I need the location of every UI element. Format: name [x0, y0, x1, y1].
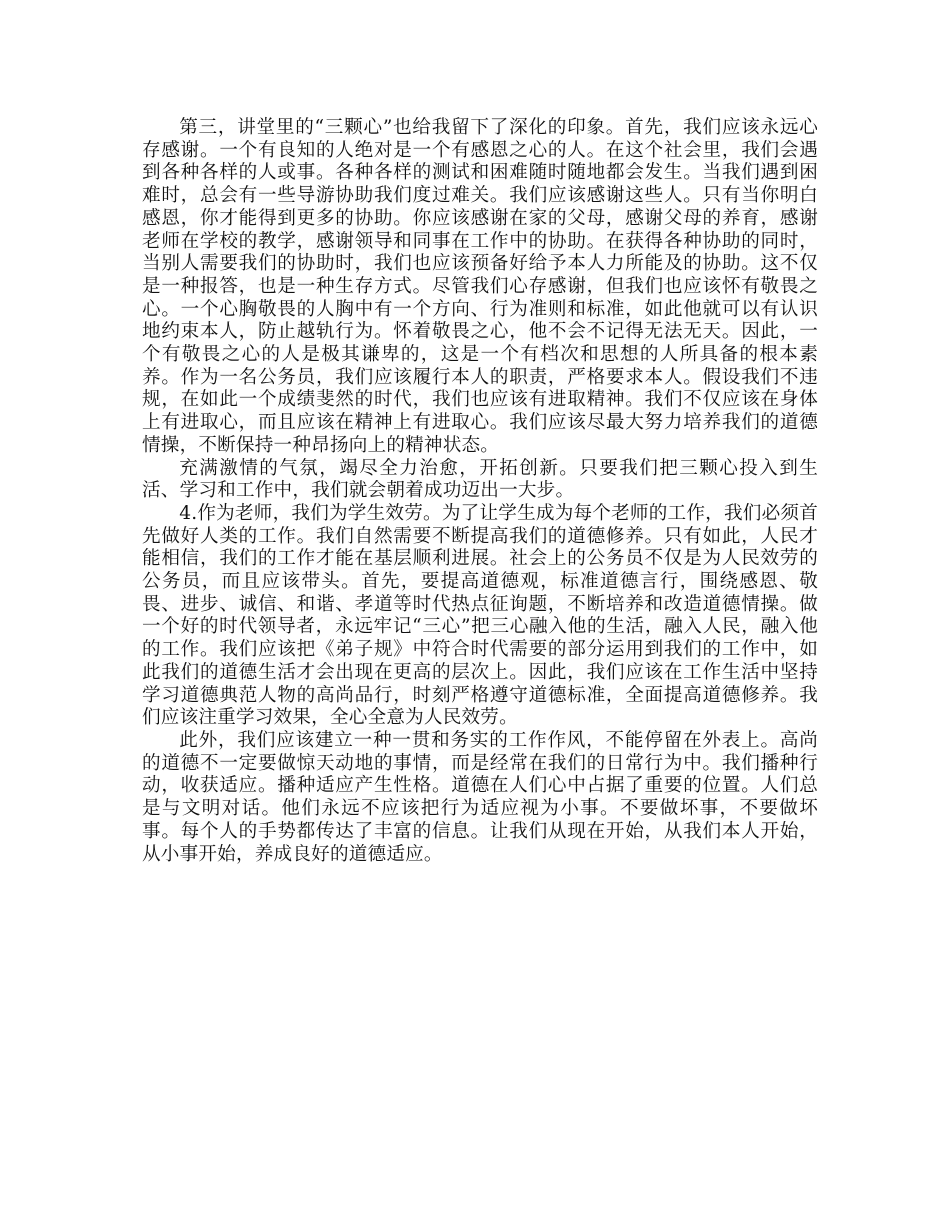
- paragraph-work-style: 此外，我们应该建立一种一贯和务实的工作作风，不能停留在外表上。高尚的道德不一定要做惊天动地的事情，而是经常在我们的日常行为中。我们播种行动，收获适应。播种适应产生性格。道德在人们心中占据了重要的位置。人们总是与文明对话。他们永远不应该把行为适应视为小事。不要做坏事，不要做坏事。每个人的手势都传达了丰富的信息。让我们从现在开始，从我们本人开始，从小事开始，养成良好的道德适应。: [142, 729, 818, 865]
- paragraph-passion: 充满激情的气氛，竭尽全力治愈，开拓创新。只要我们把三颗心投入到生活、学习和工作中，我们就会朝着成功迈出一大步。: [142, 457, 818, 502]
- paragraph-teacher: 4.作为老师，我们为学生效劳。为了让学生成为每个老师的工作，我们必须首先做好人类的工作。我们自然需要不断提高我们的道德修养。只有如此，人民才能相信，我们的工作才能在基层顺利进展。社会上的公务员不仅是为人民效劳的公务员，而且应该带头。首先，要提高道德观，标准道德言行，围绕感恩、敬畏、进步、诚信、和谐、孝道等时代热点征询题，不断培养和改造道德情操。做一个好的时代领导者，永远牢记“三心”把三心融入他的生活，融入人民，融入他的工作。我们应该把《弟子规》中符合时代需要的部分运用到我们的工作中，如此我们的道德生活才会出现在更高的层次上。因此，我们应该在工作生活中坚持学习道德典范人物的高尚品行，时刻严格遵守道德标准，全面提高道德修养。我们应该注重学习效果，全心全意为人民效劳。: [142, 502, 818, 729]
- paragraph-three-hearts: 第三，讲堂里的“三颗心”也给我留下了深化的印象。首先，我们应该永远心存感谢。一个有良知的人绝对是一个有感恩之心的人。在这个社会里，我们会遇到各种各样的人或事。各种各样的测试和困难随时随地都会发生。当我们遇到困难时，总会有一些导游协助我们度过难关。我们应该感谢这些人。只有当你明白感恩，你才能得到更多的协助。你应该感谢在家的父母，感谢父母的养育，感谢老师在学校的教学，感谢领导和同事在工作中的协助。在获得各种协助的同时，当别人需要我们的协助时，我们也应该预备好给予本人力所能及的协助。这不仅是一种报答，也是一种生存方式。尽管我们心存感谢，但我们也应该怀有敬畏之心。一个心胸敬畏的人胸中有一个方向、行为准则和标准，如此他就可以有认识地约束本人，防止越轨行为。怀着敬畏之心，他不会不记得无法无天。因此，一个有敬畏之心的人是极其谦卑的，这是一个有档次和思想的人所具备的根本素养。作为一名公务员，我们应该履行本人的职责，严格要求本人。假设我们不违规，在如此一个成绩斐然的时代，我们也应该有进取精神。我们不仅应该在身体上有进取心，而且应该在精神上有进取心。我们应该尽最大努力培养我们的道德情操，不断保持一种昂扬向上的精神状态。: [142, 117, 818, 456]
- document-page: [142, 117, 818, 866]
